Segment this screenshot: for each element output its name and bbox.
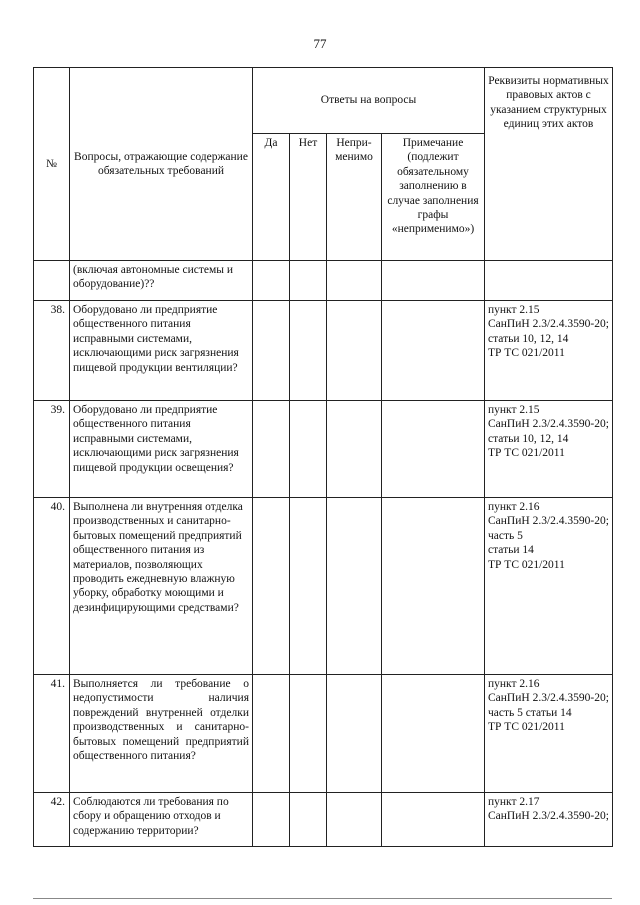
answer-yes-cell <box>253 261 290 301</box>
header-note: Примечание (подлежит обязательному заполнению в случае заполнения графы «неприменимо») <box>382 134 485 261</box>
row-requisites: пункт 2.16 СанПиН 2.3/2.4.3590-20; часть 5 статьи 14 ТР ТС 021/2011 <box>485 498 613 675</box>
row-question: Соблюдаются ли требования по сбору и обращению отходов и содержанию территории? <box>70 793 253 847</box>
row-number <box>34 261 70 301</box>
table-row <box>34 793 613 847</box>
row-number: 42. <box>34 793 70 847</box>
row-requisites: пункт 2.16 СанПиН 2.3/2.4.3590-20; часть 5 статьи 14 ТР ТС 021/2011 <box>485 675 613 793</box>
note-cell <box>382 301 485 401</box>
answer-na-cell <box>327 675 382 793</box>
answer-na-cell <box>327 498 382 675</box>
row-requisites <box>485 261 613 301</box>
answer-yes-cell <box>253 498 290 675</box>
answer-na-cell <box>327 793 382 847</box>
row-number: 40. <box>34 498 70 675</box>
requirements-table <box>33 67 613 847</box>
answer-no-cell <box>290 498 327 675</box>
answer-na-cell <box>327 261 382 301</box>
row-question: Выполнена ли внутренняя отделка производственных и санитарно-бытовых помещений предприятий общественного питания из материалов, позволяющих проводить ежедневную влажную уборку, обработку моющими и дезинфицирующими средствами? <box>70 498 253 675</box>
row-number: 39. <box>34 401 70 498</box>
answer-yes-cell <box>253 793 290 847</box>
header-requisites: Реквизиты нормативных правовых актов с указанием структурных единиц этих актов <box>485 68 613 261</box>
answer-no-cell <box>290 793 327 847</box>
answer-yes-cell <box>253 675 290 793</box>
row-requisites: пункт 2.15 СанПиН 2.3/2.4.3590-20; статьи 10, 12, 14 ТР ТС 021/2011 <box>485 401 613 498</box>
header-na: Непри- менимо <box>327 134 382 261</box>
answer-no-cell <box>290 261 327 301</box>
note-cell <box>382 401 485 498</box>
table-row <box>34 261 613 301</box>
note-cell <box>382 793 485 847</box>
table-row <box>34 498 613 675</box>
answer-na-cell <box>327 401 382 498</box>
table-row <box>34 301 613 401</box>
page-bottom-rule <box>33 898 612 899</box>
row-requisites: пункт 2.15 СанПиН 2.3/2.4.3590-20; статьи 10, 12, 14 ТР ТС 021/2011 <box>485 301 613 401</box>
page-number: 77 <box>313 36 327 51</box>
table-row <box>34 675 613 793</box>
row-question: Оборудовано ли предприятие общественного питания исправными системами, исключающими риск загрязнения пищевой продукции вентиляции? <box>70 301 253 401</box>
answer-yes-cell <box>253 401 290 498</box>
note-cell <box>382 675 485 793</box>
header-answers: Ответы на вопросы <box>253 68 485 134</box>
row-requisites: пункт 2.17 СанПиН 2.3/2.4.3590-20; <box>485 793 613 847</box>
answer-na-cell <box>327 301 382 401</box>
table-row <box>34 401 613 498</box>
row-number: 41. <box>34 675 70 793</box>
header-questions: Вопросы, отражающие содержание обязательных требований <box>70 68 253 261</box>
answer-no-cell <box>290 401 327 498</box>
header-yes: Да <box>253 134 290 261</box>
row-question: (включая автономные системы и оборудование)?? <box>70 261 253 301</box>
answer-no-cell <box>290 675 327 793</box>
row-number: 38. <box>34 301 70 401</box>
answer-yes-cell <box>253 301 290 401</box>
note-cell <box>382 261 485 301</box>
row-question: Оборудовано ли предприятие общественного питания исправными системами, исключающими риск загрязнения пищевой продукции освещения? <box>70 401 253 498</box>
note-cell <box>382 498 485 675</box>
row-question: Выполняется ли требование о недопустимости наличия повреждений внутренней отделки производственных и санитарно-бытовых помещений предприятий общественного питания? <box>70 675 253 793</box>
header-no: Нет <box>290 134 327 261</box>
answer-no-cell <box>290 301 327 401</box>
header-num: № <box>34 68 70 261</box>
